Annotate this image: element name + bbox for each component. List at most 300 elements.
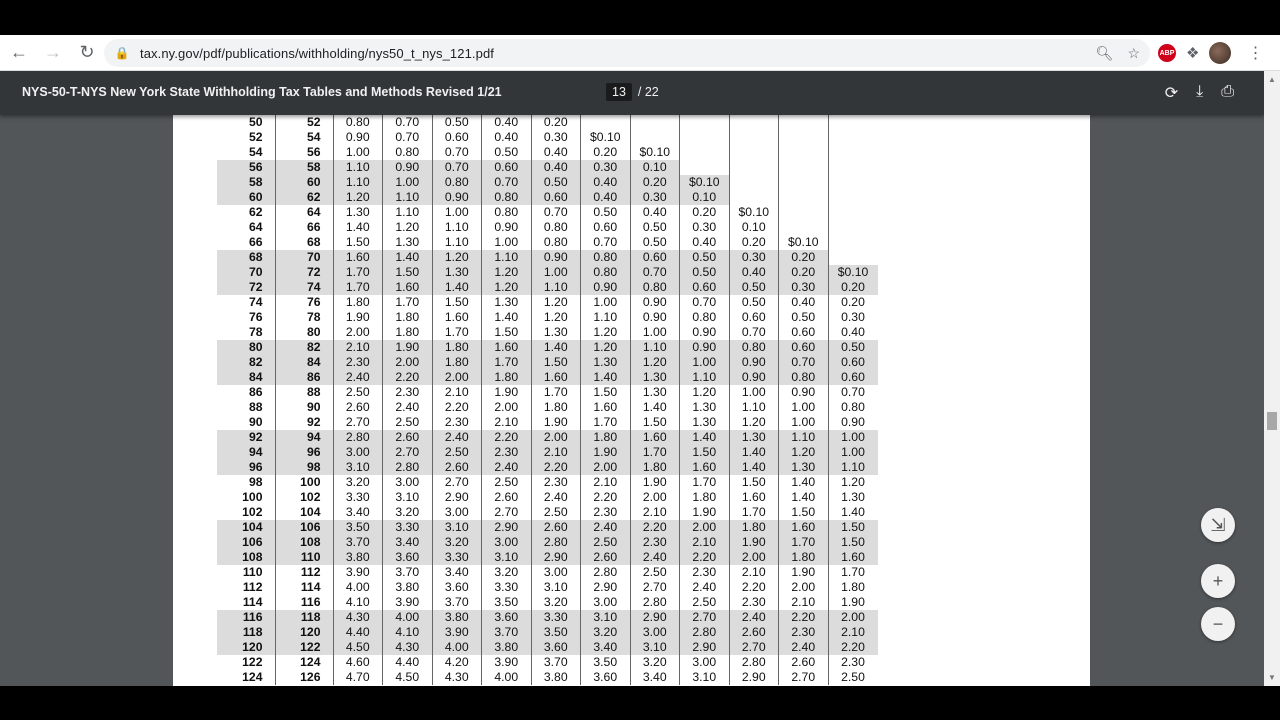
tax-amount-cell: 3.20: [383, 505, 433, 520]
scrollbar[interactable]: [1264, 71, 1280, 686]
tax-amount-cell: 2.70: [680, 610, 730, 625]
wage-bracket-cell: 116: [217, 610, 275, 625]
tax-amount-cell: 3.10: [630, 640, 680, 655]
tax-amount-cell: 3.30: [333, 490, 383, 505]
tax-amount-cell: $0.10: [630, 145, 680, 160]
tax-amount-cell: 3.00: [482, 535, 532, 550]
tax-amount-cell: 2.00: [531, 430, 581, 445]
tax-amount-cell: 0.20: [680, 205, 730, 220]
wage-bracket-cell: 84: [275, 355, 333, 370]
wage-bracket-cell: 98: [248, 475, 263, 489]
tax-amount-cell: 1.40: [581, 370, 631, 385]
tax-amount-cell: 0.70: [581, 235, 631, 250]
tax-amount-cell: 1.60: [581, 400, 631, 415]
tax-amount-cell: 0.50: [432, 115, 482, 130]
tax-amount-cell: 0.60: [828, 370, 878, 385]
tax-amount-cell: 2.10: [828, 625, 878, 640]
table-row: [217, 385, 878, 400]
tax-amount-cell: 3.70: [482, 625, 532, 640]
url-text[interactable]: tax.ny.gov/pdf/publications/withholding/nys50_t_nys_121.pdf: [140, 45, 495, 61]
tax-amount-cell: 3.10: [680, 670, 730, 685]
tax-amount-cell: 1.00: [729, 385, 779, 400]
tax-amount-cell: 0.60: [680, 280, 730, 295]
tax-amount-cell: 2.70: [333, 415, 383, 430]
back-icon[interactable]: ←: [10, 42, 28, 62]
tax-amount-cell: 4.30: [333, 610, 383, 625]
tax-amount-cell: [779, 205, 829, 220]
wage-bracket-cell: 52: [248, 130, 263, 144]
tax-amount-cell: 1.40: [630, 400, 680, 415]
tax-amount-cell: 2.00: [482, 400, 532, 415]
wage-bracket-cell: 72: [275, 265, 333, 280]
tax-amount-cell: 3.00: [333, 445, 383, 460]
tax-amount-cell: 3.10: [383, 490, 433, 505]
tax-amount-cell: 2.50: [581, 535, 631, 550]
tax-amount-cell: 1.20: [779, 445, 829, 460]
tax-amount-cell: 2.30: [333, 355, 383, 370]
tax-amount-cell: 2.20: [531, 460, 581, 475]
table-row: [217, 310, 878, 325]
tax-amount-cell: 0.80: [630, 280, 680, 295]
wage-bracket-cell: 120: [275, 625, 333, 640]
scroll-up-icon[interactable]: ▲: [1268, 75, 1276, 84]
tax-amount-cell: 0.40: [581, 175, 631, 190]
tax-amount-cell: 0.30: [729, 250, 779, 265]
table-row: [217, 115, 878, 130]
tax-amount-cell: 2.80: [383, 460, 433, 475]
tax-amount-cell: 1.00: [581, 295, 631, 310]
wage-bracket-cell: 70: [217, 265, 275, 280]
tax-amount-cell: 1.80: [531, 400, 581, 415]
wage-bracket-cell: 118: [217, 625, 275, 640]
star-icon[interactable]: ☆: [1127, 44, 1140, 61]
tax-amount-cell: 3.20: [482, 565, 532, 580]
tax-amount-cell: [630, 130, 680, 145]
scroll-down-icon[interactable]: ▼: [1268, 673, 1276, 682]
tax-amount-cell: 1.10: [581, 310, 631, 325]
tax-amount-cell: [680, 115, 730, 130]
tax-amount-cell: 1.60: [432, 310, 482, 325]
tax-amount-cell: 0.50: [779, 310, 829, 325]
tax-amount-cell: 1.10: [531, 280, 581, 295]
tax-amount-cell: 4.70: [333, 670, 383, 685]
tax-amount-cell: 1.70: [630, 445, 680, 460]
profile-avatar[interactable]: [1209, 42, 1231, 64]
tax-amount-cell: 1.70: [531, 385, 581, 400]
tax-amount-cell: 1.70: [333, 265, 383, 280]
tax-amount-cell: 2.20: [383, 370, 433, 385]
tax-amount-cell: 2.10: [531, 445, 581, 460]
tax-amount-cell: 1.50: [581, 385, 631, 400]
tax-amount-cell: 0.90: [581, 280, 631, 295]
extensions-icon[interactable]: ❖: [1186, 45, 1200, 62]
download-icon[interactable]: ⤓: [1196, 83, 1204, 100]
tax-amount-cell: 1.50: [828, 535, 878, 550]
table-row: [217, 655, 878, 670]
tax-amount-cell: 1.40: [432, 280, 482, 295]
tax-amount-cell: 3.00: [581, 595, 631, 610]
tax-amount-cell: 0.80: [581, 265, 631, 280]
tax-amount-cell: 1.70: [482, 355, 532, 370]
wage-bracket-cell: 56: [217, 160, 275, 175]
tax-amount-cell: 0.20: [828, 280, 878, 295]
tax-amount-cell: 0.50: [581, 205, 631, 220]
tax-amount-cell: 0.30: [828, 310, 878, 325]
tax-amount-cell: 1.50: [779, 505, 829, 520]
tax-amount-cell: 4.60: [333, 655, 383, 670]
tax-amount-cell: [729, 160, 779, 175]
wage-bracket-cell: 104: [275, 505, 333, 520]
tax-amount-cell: 2.30: [482, 445, 532, 460]
tax-amount-cell: 1.90: [383, 340, 433, 355]
address-bar[interactable]: [104, 39, 1150, 67]
tax-amount-cell: 2.60: [729, 625, 779, 640]
withholding-table: [217, 115, 878, 685]
wage-bracket-cell: 54: [248, 145, 263, 159]
wage-bracket-cell: 102: [275, 490, 333, 505]
tax-amount-cell: 3.20: [630, 655, 680, 670]
table-row: [217, 190, 878, 205]
tax-amount-cell: 1.50: [828, 520, 878, 535]
wage-bracket-cell: 74: [248, 295, 263, 309]
tax-amount-cell: [779, 175, 829, 190]
wage-bracket-cell: 112: [275, 565, 333, 580]
tax-amount-cell: 1.20: [333, 190, 383, 205]
tax-amount-cell: 2.20: [630, 520, 680, 535]
tax-amount-cell: 0.80: [333, 115, 383, 130]
wage-bracket-cell: 80: [217, 340, 275, 355]
tax-amount-cell: 4.10: [333, 595, 383, 610]
table-row: [217, 325, 878, 340]
tax-amount-cell: 2.30: [630, 535, 680, 550]
tax-amount-cell: 0.50: [680, 250, 730, 265]
tax-amount-cell: 1.60: [828, 550, 878, 565]
tax-amount-cell: 2.50: [383, 415, 433, 430]
wage-bracket-cell: 82: [275, 340, 333, 355]
tax-amount-cell: 0.70: [531, 205, 581, 220]
tax-amount-cell: 0.80: [482, 190, 532, 205]
tax-amount-cell: 2.20: [432, 400, 482, 415]
tax-amount-cell: 2.30: [581, 505, 631, 520]
wage-bracket-cell: 52: [275, 115, 333, 130]
zoom-in-button[interactable]: +: [1201, 564, 1235, 598]
menu-icon[interactable]: ⋮: [1247, 45, 1264, 62]
tax-amount-cell: 0.50: [630, 220, 680, 235]
tax-amount-cell: 2.70: [729, 640, 779, 655]
tax-amount-cell: 1.90: [680, 505, 730, 520]
tax-amount-cell: 3.50: [333, 520, 383, 535]
rotate-icon[interactable]: ⟳: [1164, 85, 1179, 102]
tax-amount-cell: 1.70: [729, 505, 779, 520]
table-row: [217, 340, 878, 355]
tax-amount-cell: 0.40: [531, 160, 581, 175]
tax-amount-cell: 3.00: [383, 475, 433, 490]
tax-amount-cell: 0.50: [482, 145, 532, 160]
tax-amount-cell: 2.60: [383, 430, 433, 445]
tax-amount-cell: [729, 190, 779, 205]
page-number-input[interactable]: 13: [606, 83, 632, 101]
tax-amount-cell: 0.70: [680, 295, 730, 310]
tax-amount-cell: 3.20: [333, 475, 383, 490]
tax-amount-cell: 2.00: [333, 325, 383, 340]
tax-amount-cell: 2.00: [828, 610, 878, 625]
tax-amount-cell: 1.70: [680, 475, 730, 490]
tax-amount-cell: 2.40: [432, 430, 482, 445]
wage-bracket-cell: 76: [248, 310, 263, 324]
print-icon[interactable]: ⎙: [1221, 83, 1234, 100]
wage-bracket-cell: 88: [248, 400, 263, 414]
tax-amount-cell: [779, 130, 829, 145]
tax-amount-cell: 2.30: [680, 565, 730, 580]
tax-amount-cell: $0.10: [680, 175, 730, 190]
tax-amount-cell: 3.20: [432, 535, 482, 550]
forward-icon[interactable]: →: [44, 42, 62, 62]
tax-amount-cell: 0.50: [729, 295, 779, 310]
tax-amount-cell: 1.50: [531, 355, 581, 370]
wage-bracket-cell: 62: [275, 190, 333, 205]
wage-bracket-cell: 90: [248, 415, 263, 429]
tax-amount-cell: 1.50: [630, 415, 680, 430]
tax-amount-cell: 1.10: [432, 220, 482, 235]
fit-page-icon[interactable]: ⇲: [1201, 508, 1235, 542]
tax-amount-cell: 2.90: [432, 490, 482, 505]
tax-amount-cell: 1.70: [779, 535, 829, 550]
tax-amount-cell: 3.00: [680, 655, 730, 670]
scrollbar-thumb[interactable]: [1267, 412, 1277, 430]
wage-bracket-cell: 84: [217, 370, 275, 385]
table-row: [217, 235, 878, 250]
table-row: [217, 640, 878, 655]
wage-bracket-cell: 76: [275, 295, 333, 310]
tax-amount-cell: 1.90: [482, 385, 532, 400]
bottom-letterbox: [0, 686, 1280, 720]
tax-amount-cell: 4.00: [333, 580, 383, 595]
tax-amount-cell: 1.10: [383, 190, 433, 205]
tax-amount-cell: 2.80: [680, 625, 730, 640]
tax-amount-cell: 1.20: [531, 295, 581, 310]
tax-amount-cell: 0.10: [630, 160, 680, 175]
tax-amount-cell: 0.60: [432, 130, 482, 145]
tax-amount-cell: 0.60: [581, 220, 631, 235]
tax-amount-cell: 3.90: [432, 625, 482, 640]
wage-bracket-cell: 66: [248, 235, 263, 249]
tax-amount-cell: 3.70: [531, 655, 581, 670]
tax-amount-cell: 3.50: [531, 625, 581, 640]
wage-bracket-cell: 94: [275, 430, 333, 445]
tax-amount-cell: 0.80: [680, 310, 730, 325]
wage-bracket-cell: 86: [248, 385, 263, 399]
tax-amount-cell: 0.10: [729, 220, 779, 235]
tax-amount-cell: [779, 220, 829, 235]
tax-amount-cell: 2.50: [630, 565, 680, 580]
tax-amount-cell: 3.70: [383, 565, 433, 580]
tax-amount-cell: 3.50: [482, 595, 532, 610]
wage-bracket-cell: 56: [275, 145, 333, 160]
tax-amount-cell: 2.20: [680, 550, 730, 565]
tax-amount-cell: 1.10: [630, 340, 680, 355]
tax-amount-cell: 2.60: [779, 655, 829, 670]
tax-amount-cell: 3.00: [630, 625, 680, 640]
adblock-icon[interactable]: ABP: [1158, 44, 1176, 62]
wage-bracket-cell: 112: [242, 580, 263, 594]
tax-amount-cell: 2.10: [729, 565, 779, 580]
pdf-viewer: [0, 71, 1264, 686]
table-row: [217, 250, 878, 265]
tax-amount-cell: 2.90: [581, 580, 631, 595]
tax-amount-cell: 0.40: [680, 235, 730, 250]
tax-amount-cell: 1.10: [432, 235, 482, 250]
tax-amount-cell: 2.70: [432, 475, 482, 490]
tax-amount-cell: 2.70: [779, 670, 829, 685]
wage-bracket-cell: 92: [275, 415, 333, 430]
tax-amount-cell: 0.70: [630, 265, 680, 280]
table-row: [217, 160, 878, 175]
tax-amount-cell: 0.40: [630, 205, 680, 220]
tax-amount-cell: 0.70: [828, 385, 878, 400]
tax-amount-cell: 1.50: [432, 295, 482, 310]
tax-amount-cell: 4.30: [383, 640, 433, 655]
tax-amount-cell: 2.60: [581, 550, 631, 565]
tax-amount-cell: 0.90: [333, 130, 383, 145]
tax-amount-cell: 3.60: [383, 550, 433, 565]
tax-amount-cell: 0.40: [482, 130, 532, 145]
tax-amount-cell: 2.10: [432, 385, 482, 400]
tax-amount-cell: 1.40: [779, 475, 829, 490]
tax-amount-cell: [828, 145, 878, 160]
lock-icon[interactable]: 🔒: [114, 46, 130, 60]
tax-amount-cell: 1.90: [779, 565, 829, 580]
tax-amount-cell: 0.50: [531, 175, 581, 190]
tax-amount-cell: 0.80: [432, 175, 482, 190]
tax-amount-cell: 1.80: [680, 490, 730, 505]
tax-amount-cell: 1.30: [630, 385, 680, 400]
tax-amount-cell: 1.20: [828, 475, 878, 490]
wage-bracket-cell: 120: [217, 640, 275, 655]
tax-amount-cell: 2.10: [581, 475, 631, 490]
tax-amount-cell: 0.40: [729, 265, 779, 280]
wage-bracket-cell: 114: [275, 580, 333, 595]
tax-amount-cell: [779, 145, 829, 160]
tax-amount-cell: 1.20: [432, 250, 482, 265]
wage-bracket-cell: 98: [275, 460, 333, 475]
tax-amount-cell: 2.50: [531, 505, 581, 520]
tax-amount-cell: 3.40: [630, 670, 680, 685]
reload-icon[interactable]: ↻: [79, 42, 95, 62]
tax-amount-cell: 1.60: [531, 370, 581, 385]
tax-amount-cell: 0.90: [680, 340, 730, 355]
tax-amount-cell: 1.00: [828, 430, 878, 445]
table-row: [217, 565, 878, 580]
tax-amount-cell: 1.40: [531, 340, 581, 355]
tax-amount-cell: 0.60: [531, 190, 581, 205]
tax-amount-cell: 0.90: [482, 220, 532, 235]
zoom-out-button[interactable]: −: [1201, 607, 1235, 641]
tax-amount-cell: 0.30: [581, 160, 631, 175]
wage-bracket-cell: 54: [275, 130, 333, 145]
wage-bracket-cell: 96: [217, 460, 275, 475]
tax-amount-cell: 1.40: [729, 460, 779, 475]
tax-amount-cell: 1.20: [581, 325, 631, 340]
tax-amount-cell: 1.30: [383, 235, 433, 250]
tax-amount-cell: 3.10: [581, 610, 631, 625]
tax-amount-cell: 2.50: [482, 475, 532, 490]
tax-amount-cell: 2.30: [729, 595, 779, 610]
tax-amount-cell: 1.00: [531, 265, 581, 280]
tax-amount-cell: 0.90: [779, 385, 829, 400]
tax-amount-cell: 1.00: [333, 145, 383, 160]
tax-amount-cell: 1.60: [383, 280, 433, 295]
tax-amount-cell: 0.30: [630, 190, 680, 205]
table-row: [217, 430, 878, 445]
tax-amount-cell: 1.10: [729, 400, 779, 415]
table-row: [217, 130, 878, 145]
wage-bracket-cell: 66: [275, 220, 333, 235]
tax-amount-cell: [779, 160, 829, 175]
tax-amount-cell: 2.20: [828, 640, 878, 655]
wage-bracket-cell: 88: [275, 385, 333, 400]
tax-amount-cell: 1.20: [581, 340, 631, 355]
tax-amount-cell: 2.00: [630, 490, 680, 505]
tax-amount-cell: 1.60: [680, 460, 730, 475]
tax-amount-cell: 1.30: [482, 295, 532, 310]
tax-amount-cell: 0.40: [828, 325, 878, 340]
wage-bracket-cell: 78: [248, 325, 263, 339]
tax-amount-cell: 1.90: [729, 535, 779, 550]
tax-amount-cell: 2.20: [482, 430, 532, 445]
tax-amount-cell: 3.10: [531, 580, 581, 595]
wage-bracket-cell: 92: [217, 430, 275, 445]
tax-amount-cell: 3.30: [482, 580, 532, 595]
tax-amount-cell: 0.60: [779, 340, 829, 355]
table-row: [217, 550, 878, 565]
wage-bracket-cell: 62: [248, 205, 263, 219]
tax-amount-cell: 1.90: [333, 310, 383, 325]
tax-amount-cell: $0.10: [729, 205, 779, 220]
tax-amount-cell: 2.50: [828, 670, 878, 685]
tax-amount-cell: 1.60: [779, 520, 829, 535]
tax-amount-cell: 3.60: [581, 670, 631, 685]
tax-amount-cell: 3.40: [333, 505, 383, 520]
tax-amount-cell: 0.10: [680, 190, 730, 205]
zoom-icon[interactable]: 🔍︎: [1095, 44, 1114, 61]
tax-amount-cell: 0.80: [581, 250, 631, 265]
tax-amount-cell: 3.80: [383, 580, 433, 595]
tax-amount-cell: 1.60: [729, 490, 779, 505]
tax-amount-cell: 2.20: [729, 580, 779, 595]
table-row: [217, 505, 878, 520]
tax-amount-cell: [779, 115, 829, 130]
tax-amount-cell: 2.50: [432, 445, 482, 460]
tax-amount-cell: 0.40: [779, 295, 829, 310]
tax-amount-cell: 0.80: [531, 235, 581, 250]
tax-amount-cell: 4.40: [333, 625, 383, 640]
tax-amount-cell: 1.80: [482, 370, 532, 385]
tax-amount-cell: 1.30: [432, 265, 482, 280]
tax-amount-cell: 4.00: [482, 670, 532, 685]
tax-amount-cell: 3.70: [432, 595, 482, 610]
tax-amount-cell: 1.40: [828, 505, 878, 520]
table-row: [217, 595, 878, 610]
tax-amount-cell: 0.40: [531, 145, 581, 160]
tax-amount-cell: [729, 175, 779, 190]
wage-bracket-cell: 60: [275, 175, 333, 190]
tax-amount-cell: 1.10: [779, 430, 829, 445]
tax-amount-cell: [828, 190, 878, 205]
tax-amount-cell: 0.80: [383, 145, 433, 160]
tax-amount-cell: 2.00: [383, 355, 433, 370]
wage-bracket-cell: 78: [275, 310, 333, 325]
tax-amount-cell: 2.10: [482, 415, 532, 430]
